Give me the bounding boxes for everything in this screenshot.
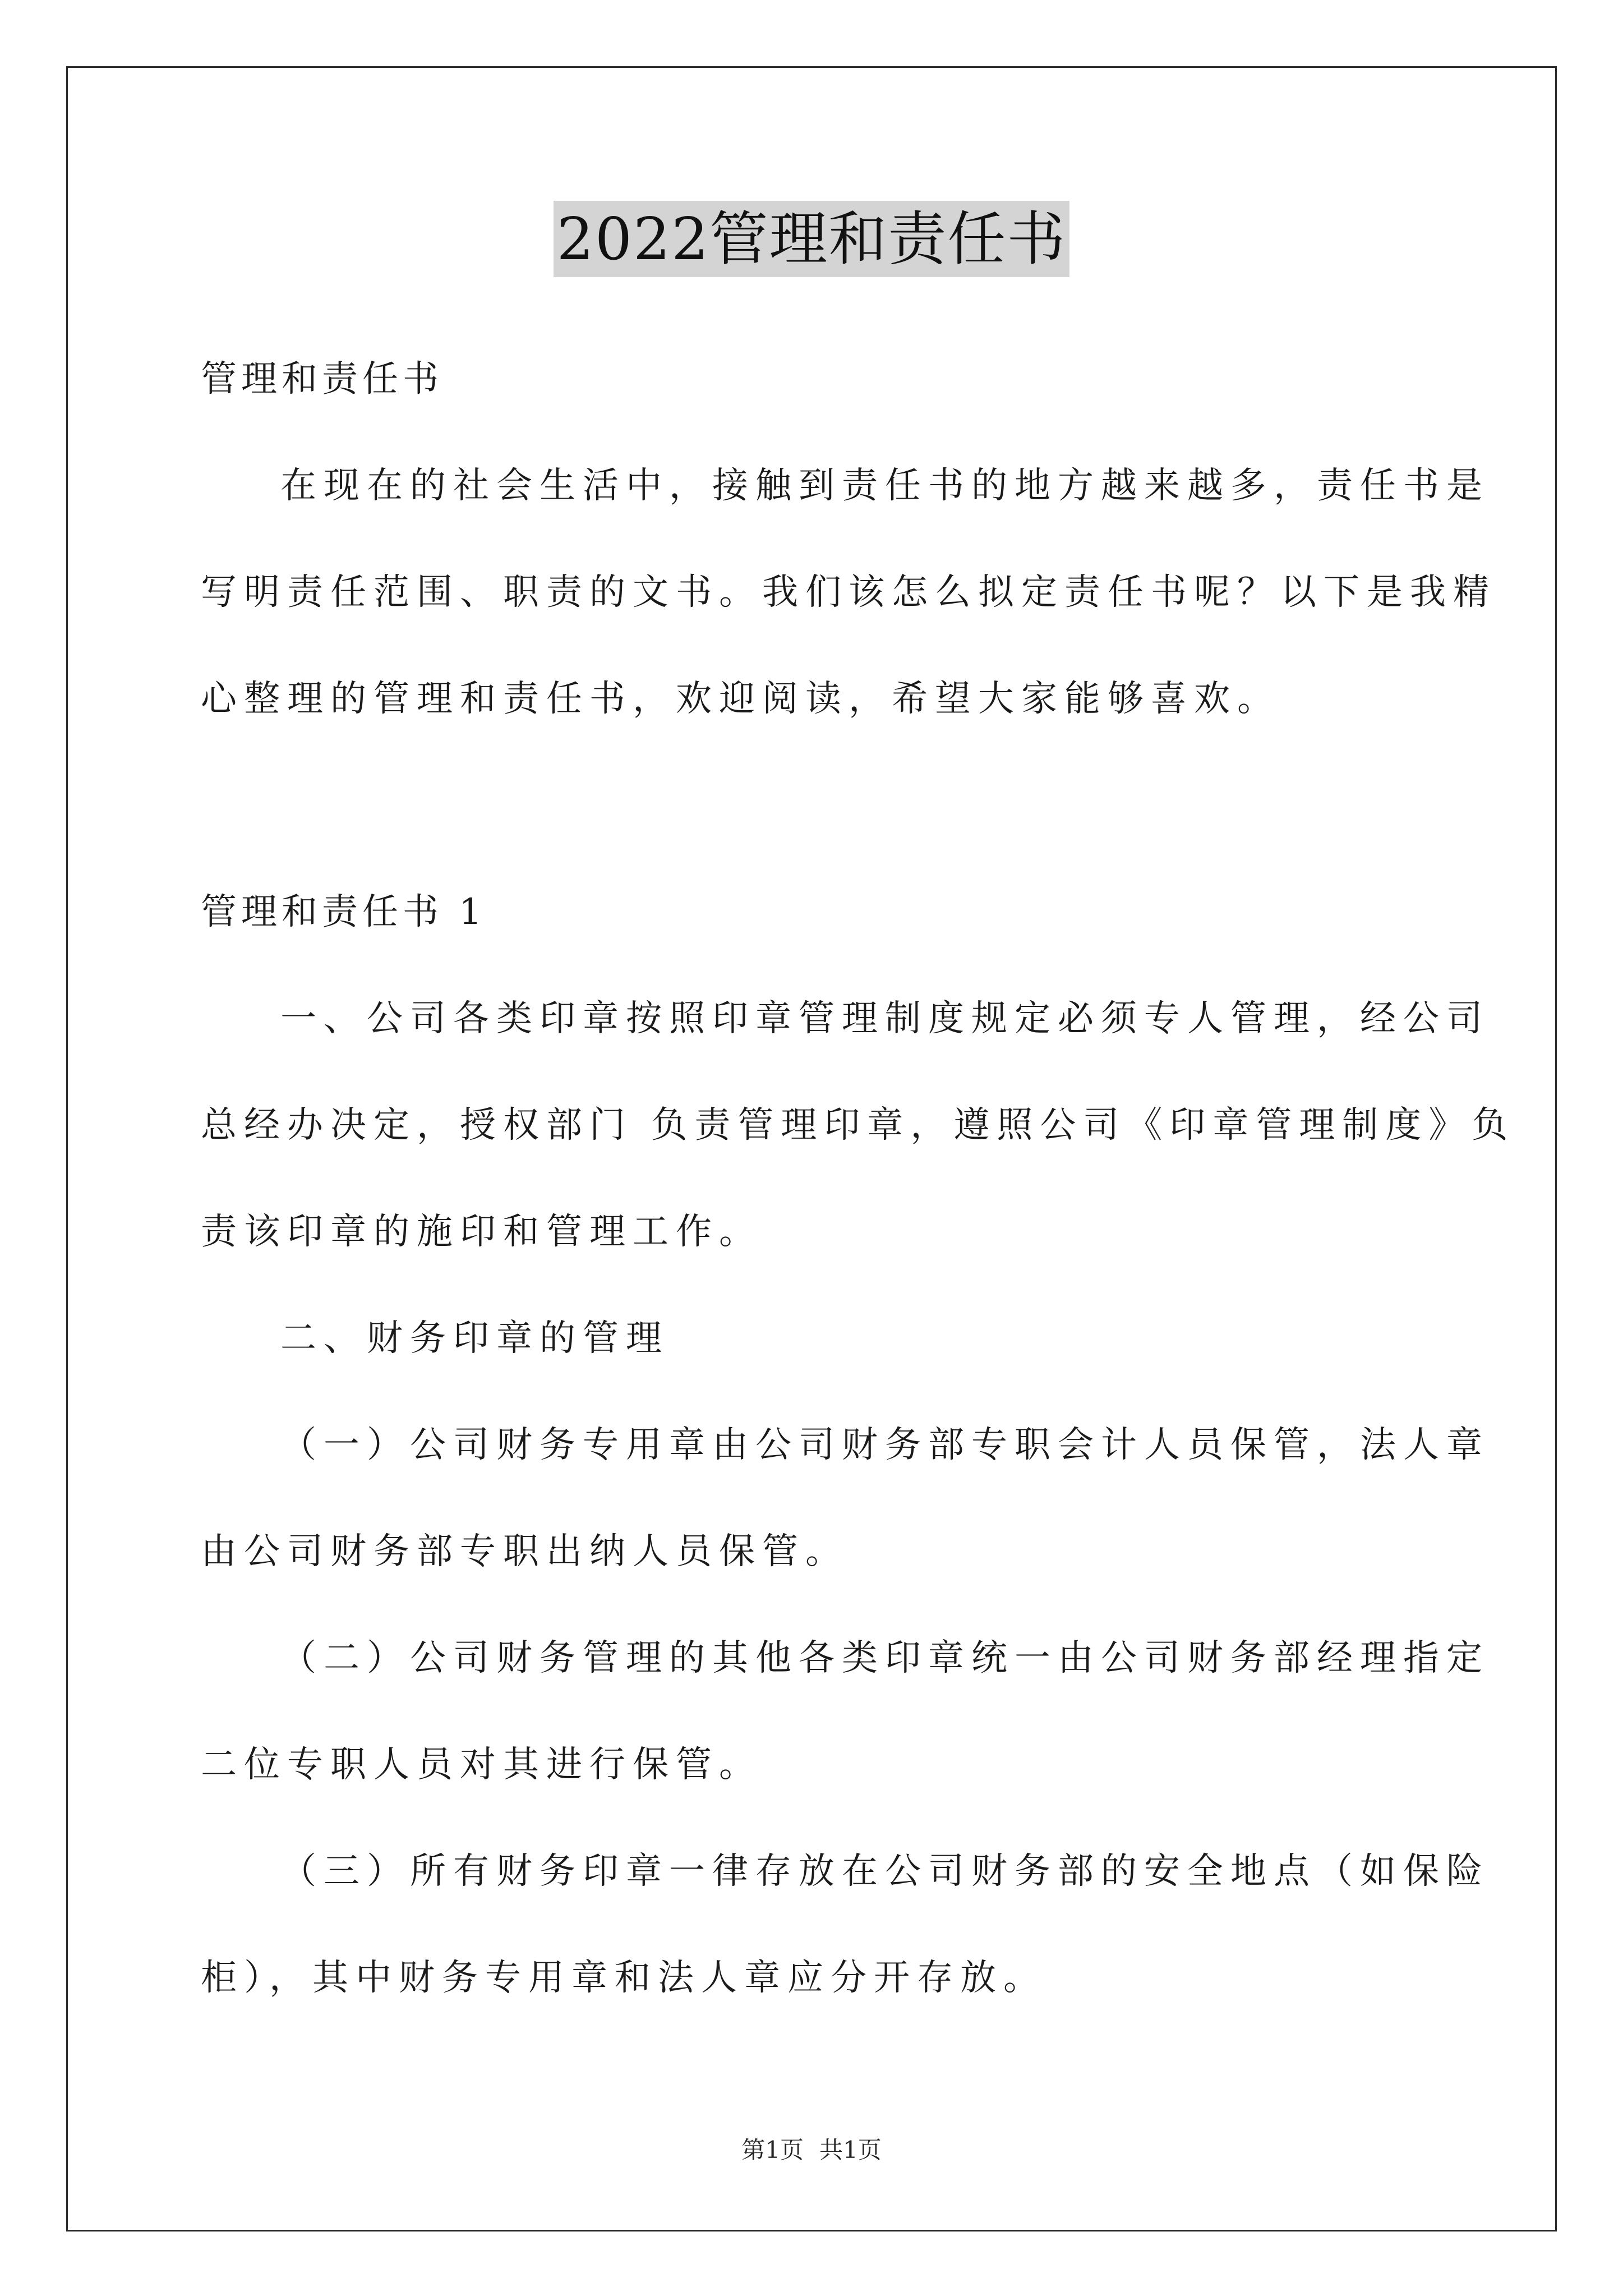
para5-line-1: （三）所有财务印章一律存放在公司财务部的安全地点（如保险 [280,1851,1490,1892]
document-title: 2022管理和责任书 [554,201,1070,277]
para3-line-2: 由公司财务部专职出纳人员保管。 [201,1531,849,1572]
page-number: 第1页 [741,2136,804,2164]
page-footer [0,2134,1623,2166]
para4-line-1: （二）公司财务管理的其他各类印章统一由公司财务部经理指定 [280,1637,1490,1679]
title-container [0,201,1623,277]
intro-line-3: 心整理的管理和责任书，欢迎阅读，希望大家能够喜欢。 [201,678,1280,720]
para4-line-2: 二位专职人员对其进行保管。 [201,1744,762,1786]
intro-line-1: 在现在的社会生活中，接触到责任书的地方越来越多，责任书是 [280,465,1490,507]
para3-line-1: （一）公司财务专用章由公司财务部专职会计人员保管，法人章 [280,1424,1490,1466]
para5-line-2: 柜），其中财务专用章和法人章应分开存放。 [201,1957,1046,1999]
para1-line-3: 责该印章的施印和管理工作。 [201,1211,762,1253]
intro-line-2: 写明责任范围、职责的文书。我们该怎么拟定责任书呢？以下是我精 [201,572,1496,613]
page-total: 共1页 [819,2136,882,2164]
section-heading: 管理和责任书 1 [201,891,487,933]
para1-line-2: 总经办决定，授权部门 负责管理印章，遵照公司《印章管理制度》负 [201,1105,1515,1146]
para2-line-1: 二、财务印章的管理 [280,1318,669,1359]
document-subtitle: 管理和责任书 [201,358,443,400]
para1-line-1: 一、公司各类印章按照印章管理制度规定必须专人管理，经公司 [280,998,1490,1039]
